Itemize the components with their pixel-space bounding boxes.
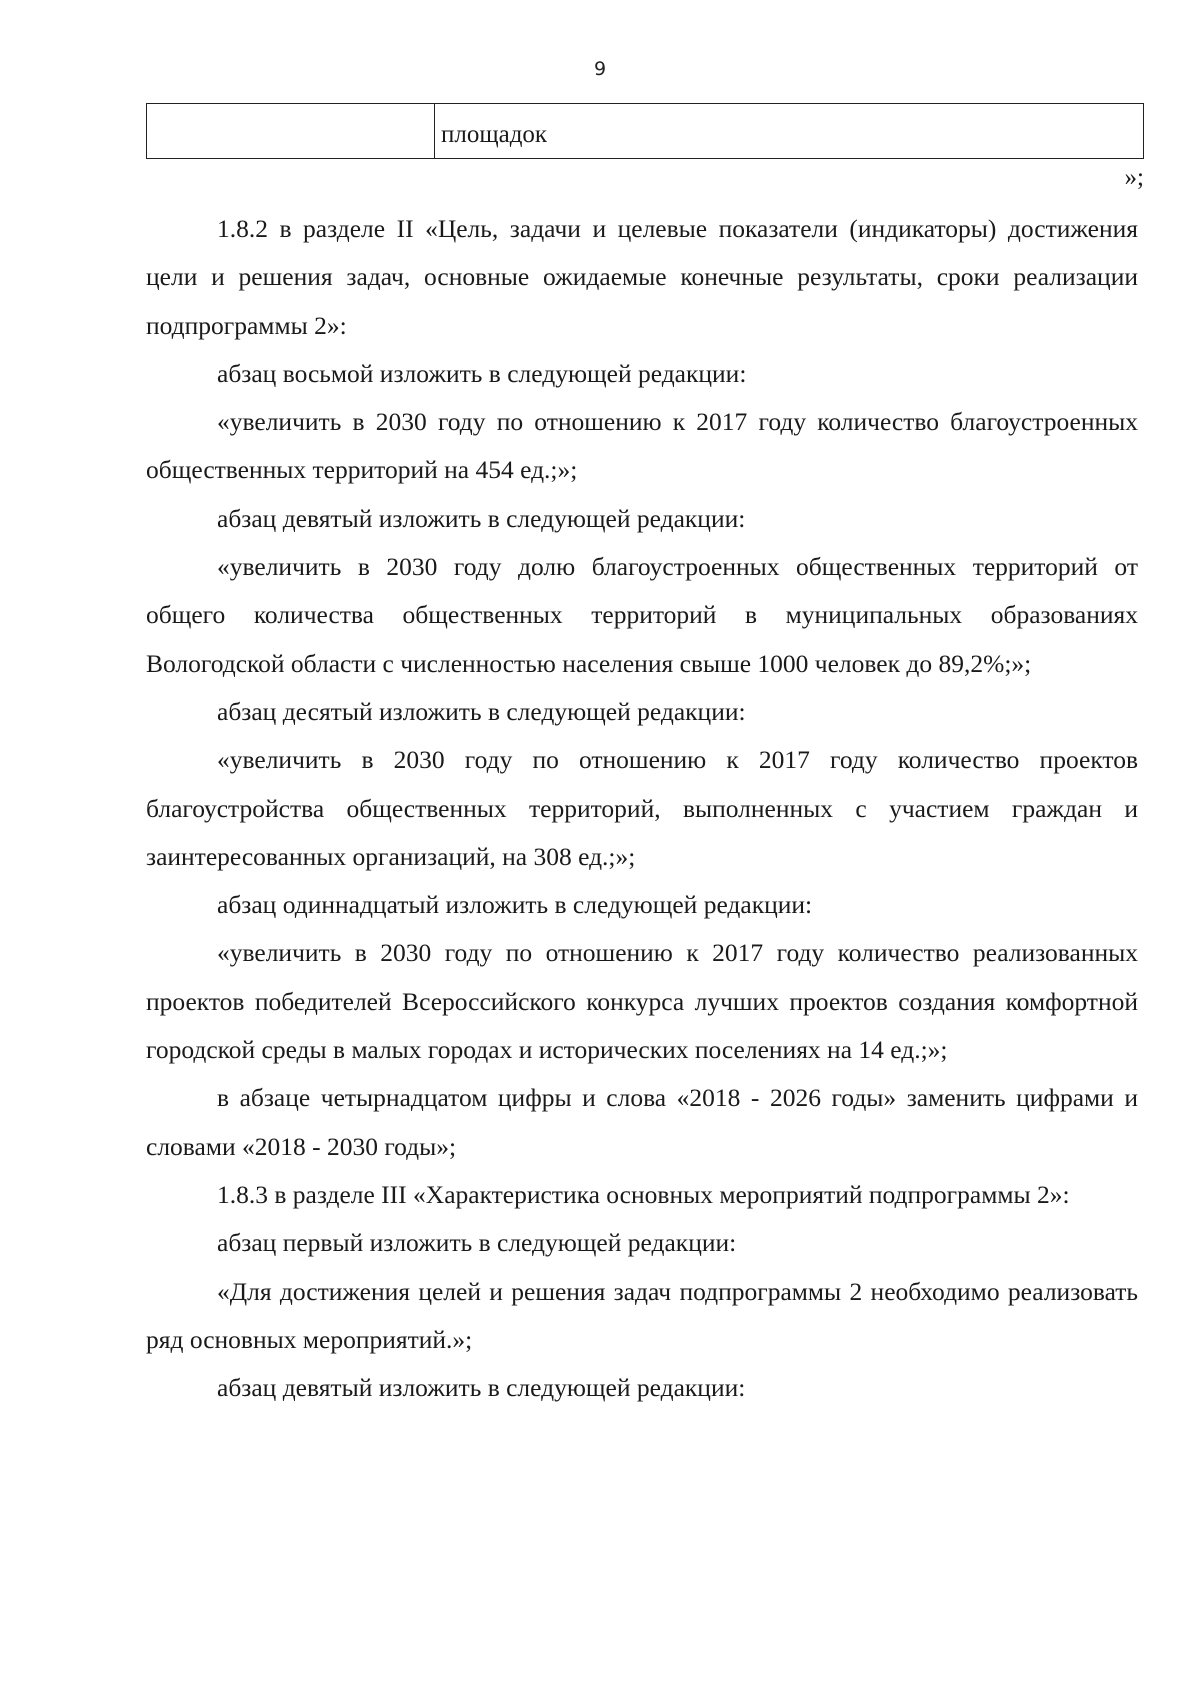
paragraph-abzac-11-text: «увеличить в 2030 году по отношению к 2017 году количество реализованных проектов победителей Всероссийского конкурса лучших проектов создания комфортной городской среды в малых городах и исторических поселениях на 14 ед.;»; xyxy=(146,938,1138,1065)
paragraph-abzac-1-heading: абзац первый изложить в следующей редакции: xyxy=(217,1228,737,1258)
paragraph-abzac-9b-heading: абзац девятый изложить в следующей редакции: xyxy=(217,1373,746,1403)
paragraph-1-8-2: 1.8.2 в разделе II «Цель, задачи и целевые показатели (индикаторы) достижения цели и решения задач, основные ожидаемые конечные результаты, сроки реализации подпрограммы 2»: xyxy=(146,214,1138,340)
paragraph-1-8-3: 1.8.3 в разделе III «Характеристика основных мероприятий подпрограммы 2»: xyxy=(217,1179,1070,1209)
document-body xyxy=(146,205,1138,1412)
paragraph-abzac-10-text: «увеличить в 2030 году по отношению к 2017 году количество проектов благоустройства общественных территорий, выполненных с участием граждан и заинтересованных организаций, на 308 ед.;»; xyxy=(146,745,1138,871)
paragraph-abzac-11-heading: абзац одиннадцатый изложить в следующей редакции: xyxy=(217,890,813,920)
paragraph-abzac-8-heading: абзац восьмой изложить в следующей редакции: xyxy=(217,358,747,388)
paragraph-abzac-14-change: в абзаце четырнадцатом цифры и слова «2018 - 2026 годы» заменить цифрами и словами «2018 - 2030 годы»; xyxy=(146,1083,1138,1161)
paragraph-abzac-9-text: «увеличить в 2030 году долю благоустроенных общественных территорий от общего количества общественных территорий в муниципальных образованиях Вологодской области с численностью населения свыше 1000 человек до 89,2%;»; xyxy=(146,552,1138,678)
table-cell-right: площадок xyxy=(441,121,548,148)
page-number: 9 xyxy=(593,58,607,80)
paragraph-abzac-8-text: «увеличить в 2030 году по отношению к 2017 году количество благоустроенных общественных территорий на 454 ед.;»; xyxy=(146,407,1138,485)
closing-quote: »; xyxy=(1124,164,1144,191)
paragraph-abzac-9-heading: абзац девятый изложить в следующей редакции: xyxy=(217,503,746,533)
paragraph-abzac-10-heading: абзац десятый изложить в следующей редакции: xyxy=(217,696,746,726)
table-cell-left xyxy=(147,104,435,158)
continuation-table xyxy=(146,103,1144,159)
paragraph-abzac-1-text: «Для достижения целей и решения задач подпрограммы 2 необходимо реализовать ряд основных мероприятий.»; xyxy=(146,1276,1138,1354)
